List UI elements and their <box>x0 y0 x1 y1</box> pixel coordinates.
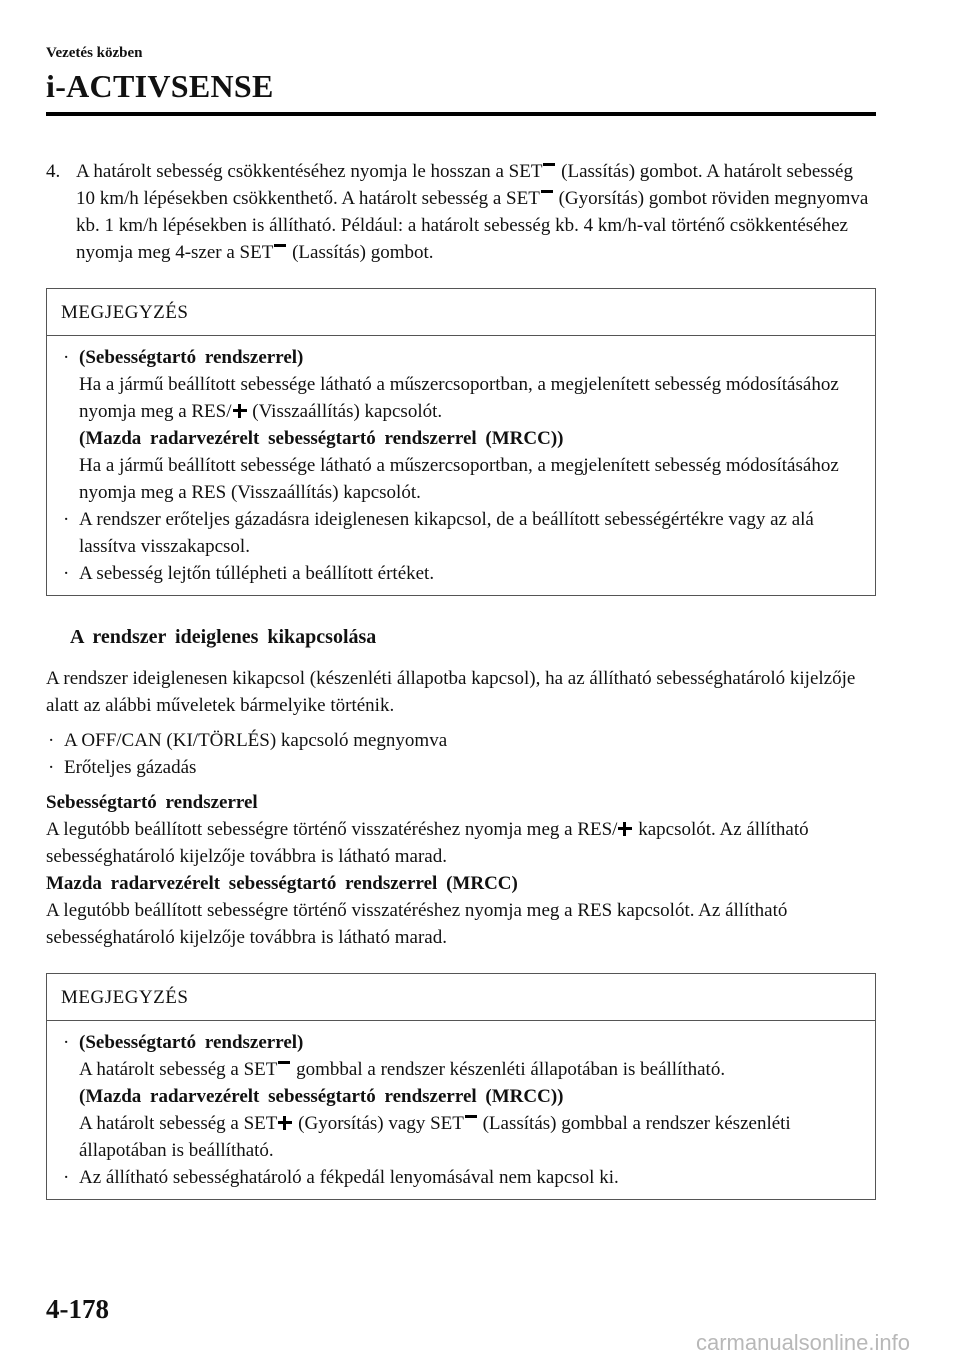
bullet: · <box>48 730 55 751</box>
bullet: · <box>48 757 55 778</box>
note-text: A sebesség lejtőn túllépheti a beállított értéket. <box>79 563 435 584</box>
step-number: 4. <box>46 161 61 182</box>
minus-icon <box>278 1061 290 1064</box>
note-item <box>61 560 861 587</box>
note-heading: (Sebességtartó rendszerrel) <box>79 1032 304 1053</box>
note-text: A rendszer erőteljes gázadásra ideiglenesen kikapcsol, de a beállított sebességértékre vagy az alá lassítva visszakapcsol. <box>79 509 814 557</box>
note-body <box>47 1021 875 1199</box>
mrcc-paragraph: A legutóbb beállított sebességre történő visszatéréshez nyomja meg a RES kapcsolót. Az állítható sebességhatároló kijelzője továbbra is látható marad. <box>46 900 788 948</box>
note-item <box>61 1164 861 1191</box>
bullet: · <box>63 1167 70 1188</box>
condition-list <box>46 727 876 781</box>
page-number: 4-178 <box>46 1294 109 1324</box>
minus-icon <box>274 244 286 247</box>
bullet: · <box>63 1032 70 1053</box>
list-item: · A OFF/CAN (KI/TÖRLÉS) kapcsoló megnyomva <box>46 727 876 754</box>
minus-icon <box>543 163 555 166</box>
bullet: · <box>63 347 70 368</box>
minus-icon <box>541 190 553 193</box>
cruise-heading: Sebességtartó rendszerrel <box>46 792 258 813</box>
note-title: MEGJEGYZÉS <box>47 974 875 1021</box>
note-item <box>61 344 861 506</box>
note-box <box>46 973 876 1200</box>
section-label: Vezetés közben <box>46 45 143 61</box>
intro-paragraph: A rendszer ideiglenesen kikapcsol (készenléti állapotba kapcsol), ha az állítható sebességhatároló kijelzője alatt az alábbi műveletek bármelyike történik. <box>46 668 856 716</box>
plus-icon <box>618 822 632 836</box>
note-body <box>47 336 875 595</box>
bullet: · <box>63 509 70 530</box>
header-rule <box>46 112 876 116</box>
step-text: A határolt sebesség csökkentéséhez nyomja le hosszan a SET (Lassítás) gombot. A határolt sebesség 10 km/h lépésekben csökkenthető. A határolt sebesség a SET (Gyorsítás) gombot röviden megnyomva kb. 1 km/h lépésekben is állítható. Például: a határolt sebesség kb. 4 km/h-val történő csökkentéséhez nyomja meg 4-szer a SET (Lassítás) gombot. <box>76 161 869 263</box>
subsection-title: A rendszer ideiglenes kikapcsolása <box>70 626 377 648</box>
note-title: MEGJEGYZÉS <box>47 289 875 336</box>
note-text: Ha a jármű beállított sebessége látható a műszercsoportban, a megjelenített sebesség módosításához nyomja meg a RES/ (Visszaállítás) kapcsolót. <box>79 374 839 422</box>
bullet: · <box>63 563 70 584</box>
step-4 <box>46 158 876 266</box>
note-text: A határolt sebesség a SET (Gyorsítás) vagy SET (Lassítás) gombbal a rendszer készenléti állapotában is beállítható. <box>79 1113 791 1161</box>
plus-icon <box>233 404 247 418</box>
note-text: Ha a jármű beállított sebessége látható a műszercsoportban, a megjelenített sebesség módosításához nyomja meg a RES (Visszaállítás) kapcsolót. <box>79 455 839 503</box>
page-header <box>46 44 876 116</box>
note-text: A határolt sebesség a SET gombbal a rendszer készenléti állapotában is beállítható. <box>79 1059 726 1080</box>
cruise-paragraph: A legutóbb beállított sebességre történő visszatéréshez nyomja meg a RES/ kapcsolót. Az állítható sebességhatároló kijelzője továbbra is látható marad. <box>46 819 809 867</box>
note-item <box>61 506 861 560</box>
list-item: · Erőteljes gázadás <box>46 754 876 781</box>
note-heading: (Sebességtartó rendszerrel) <box>79 347 304 368</box>
page-title: i-ACTIVSENSE <box>46 68 274 104</box>
mrcc-heading: Mazda radarvezérelt sebességtartó rendszerrel (MRCC) <box>46 873 518 894</box>
note-item <box>61 1029 861 1164</box>
note-heading: (Mazda radarvezérelt sebességtartó rendszerrel (MRCC)) <box>79 428 564 449</box>
page-content <box>46 158 876 1200</box>
plus-icon <box>278 1116 292 1130</box>
note-box <box>46 288 876 596</box>
minus-icon <box>465 1115 477 1118</box>
watermark: carmanualsonline.info <box>695 1330 910 1355</box>
note-heading: (Mazda radarvezérelt sebességtartó rendszerrel (MRCC)) <box>79 1086 564 1107</box>
note-text: Az állítható sebességhatároló a fékpedál lenyomásával nem kapcsol ki. <box>79 1167 619 1188</box>
